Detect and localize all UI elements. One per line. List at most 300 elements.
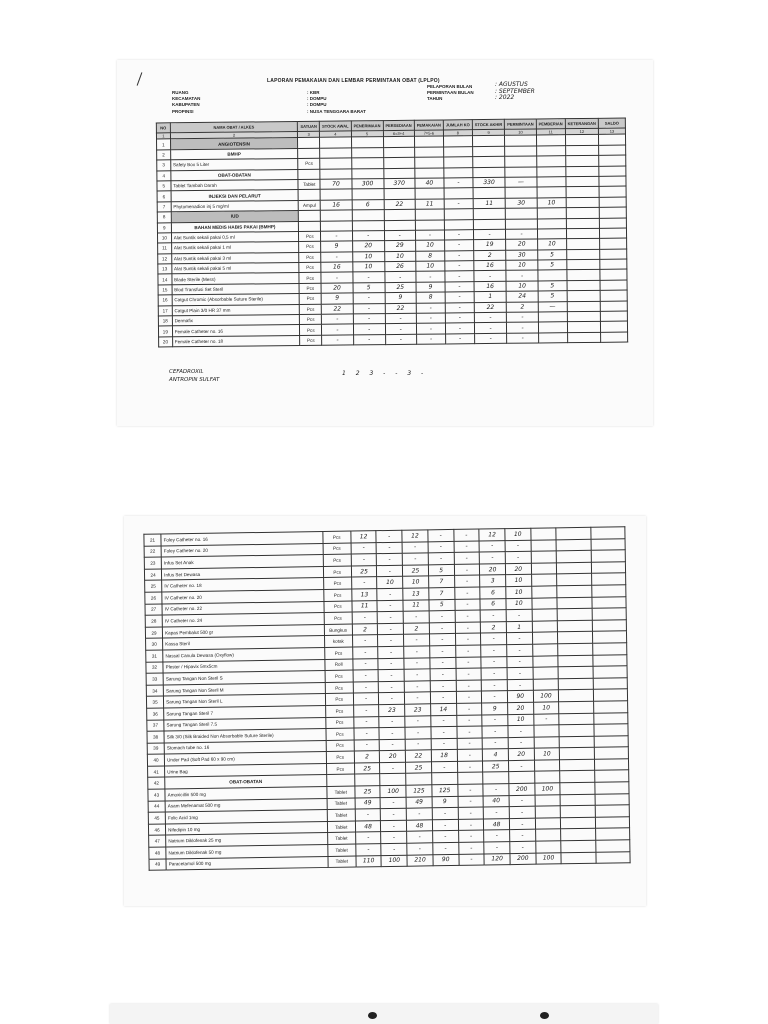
meta-value: : DOMPU: [307, 102, 327, 108]
row-number: 14: [158, 274, 172, 285]
quantity-cell: -: [321, 272, 353, 283]
item-name: Foley Catheter no. 16: [161, 531, 323, 545]
quantity-cell: [531, 551, 557, 563]
quantity-cell: -: [354, 728, 380, 740]
quantity-cell: 10: [506, 598, 532, 610]
item-unit: Pcs: [299, 262, 321, 273]
quantity-cell: -: [381, 832, 407, 844]
quantity-cell: [599, 166, 626, 177]
item-unit: Pcs: [326, 751, 354, 763]
quantity-cell: [472, 136, 505, 147]
quantity-cell: 29: [384, 241, 415, 252]
item-unit: Pcs: [323, 589, 351, 601]
item-unit: Pcs: [299, 242, 321, 253]
quantity-cell: -: [455, 633, 481, 645]
period-value: : AGUSTUS: [495, 81, 528, 88]
quantity-cell: [599, 207, 626, 218]
quantity-cell: -: [351, 542, 377, 554]
quantity-cell: -: [353, 324, 385, 335]
quantity-cell: [593, 701, 628, 713]
quantity-cell: [567, 259, 600, 270]
quantity-cell: -: [378, 658, 404, 670]
quantity-cell: 16: [474, 281, 507, 292]
quantity-cell: 10: [352, 262, 384, 273]
quantity-cell: [560, 794, 594, 806]
quantity-cell: 10: [384, 251, 415, 262]
row-number: 17: [158, 305, 172, 316]
item-unit: Tablet: [327, 832, 355, 844]
item-name: Phytomenadion inj 5 mg/ml: [171, 200, 299, 212]
quantity-cell: [567, 270, 600, 281]
quantity-cell: [473, 208, 506, 219]
quantity-cell: 23: [405, 704, 431, 716]
handwritten-note: CEFADROXIL: [169, 369, 204, 375]
item-unit: Roll: [325, 659, 353, 671]
quantity-cell: [559, 690, 593, 702]
quantity-cell: 25: [406, 762, 432, 774]
row-number: 40: [147, 754, 164, 766]
column-index: 13: [598, 128, 625, 134]
quantity-cell: [596, 851, 631, 863]
quantity-cell: [384, 189, 415, 200]
item-name: Blade Sterile (Mess): [172, 273, 300, 285]
row-number: 27: [145, 604, 162, 616]
row-number: 22: [144, 546, 161, 558]
item-name: Nifedipin 10 mg: [166, 821, 328, 835]
quantity-cell: -: [430, 657, 456, 669]
quantity-cell: -: [458, 830, 484, 842]
quantity-cell: -: [510, 830, 536, 842]
column-header: PEMBERIAN: [536, 119, 565, 130]
quantity-cell: 20: [321, 283, 353, 294]
item-name: Dermafix: [172, 315, 300, 327]
row-number: 18: [158, 316, 172, 327]
quantity-cell: -: [474, 333, 507, 344]
column-index: 5: [351, 131, 383, 137]
item-name: BMHP: [170, 148, 298, 160]
quantity-cell: 100: [381, 855, 407, 867]
quantity-cell: -: [430, 680, 456, 692]
item-name: INJEKSI DAN PELARUT: [171, 190, 299, 202]
quantity-cell: -: [377, 600, 403, 612]
meta-label: PROPINSI: [172, 108, 194, 114]
quantity-cell: -: [379, 681, 405, 693]
item-name: Urine Bag: [165, 763, 327, 777]
quantity-cell: [320, 148, 352, 159]
row-number: 1: [157, 139, 171, 150]
quantity-cell: -: [405, 739, 431, 751]
quantity-cell: [592, 608, 627, 620]
quantity-cell: -: [378, 669, 404, 681]
quantity-cell: [592, 654, 627, 666]
quantity-cell: 100: [533, 690, 559, 702]
quantity-cell: [506, 218, 537, 229]
quantity-cell: 20: [352, 241, 384, 252]
quantity-cell: -: [445, 302, 474, 313]
quantity-cell: 370: [383, 178, 414, 189]
quantity-cell: [567, 301, 600, 312]
row-number: 28: [145, 615, 162, 627]
quantity-cell: -: [445, 323, 474, 334]
quantity-cell: 100: [535, 783, 561, 795]
quantity-cell: -: [384, 230, 415, 241]
quantity-cell: 13: [352, 589, 378, 601]
quantity-cell: 10: [377, 577, 403, 589]
quantity-cell: [383, 168, 414, 179]
quantity-cell: -: [458, 807, 484, 819]
quantity-cell: 200: [509, 783, 535, 795]
quantity-cell: -: [445, 313, 474, 324]
row-number: 4: [157, 170, 171, 181]
quantity-cell: [599, 176, 626, 187]
quantity-cell: -: [429, 611, 455, 623]
quantity-cell: -: [381, 843, 407, 855]
item-name: IV Catheter no. 24: [162, 613, 324, 627]
quantity-cell: 20: [508, 748, 534, 760]
meta-label: KABUPATEN: [172, 102, 200, 108]
quantity-cell: [444, 167, 473, 178]
quantity-cell: -: [431, 761, 457, 773]
quantity-cell: -: [454, 552, 480, 564]
quantity-cell: -: [474, 323, 507, 334]
quantity-cell: [567, 322, 600, 333]
punch-hole-mark: [368, 1012, 377, 1019]
quantity-cell: -: [407, 843, 433, 855]
item-name: Sarung Tangan Non Steril L: [164, 694, 326, 708]
quantity-cell: -: [378, 611, 404, 623]
quantity-cell: [599, 197, 626, 208]
quantity-cell: [591, 550, 626, 562]
row-number: 44: [148, 801, 165, 813]
quantity-cell: -: [481, 656, 507, 668]
quantity-cell: [534, 760, 560, 772]
row-number: 3: [157, 160, 171, 171]
quantity-cell: [593, 677, 628, 689]
quantity-cell: [531, 586, 557, 598]
quantity-cell: [406, 773, 432, 785]
quantity-cell: -: [455, 622, 481, 634]
quantity-cell: 24: [506, 291, 537, 302]
quantity-cell: -: [509, 818, 535, 830]
quantity-cell: [557, 585, 591, 597]
quantity-cell: [566, 218, 599, 229]
row-number: 15: [158, 285, 172, 296]
quantity-cell: 16: [474, 260, 507, 271]
quantity-cell: [351, 147, 383, 158]
quantity-cell: 25: [385, 282, 416, 293]
quantity-cell: [557, 608, 591, 620]
quantity-cell: 10: [352, 251, 384, 262]
quantity-cell: -: [405, 715, 431, 727]
item-name: Nassal Canula Dewasa (Oxyflow): [163, 647, 325, 661]
quantity-cell: 125: [432, 784, 458, 796]
quantity-cell: [509, 772, 535, 784]
row-number: 9: [157, 222, 171, 233]
quantity-cell: [601, 332, 628, 343]
quantity-cell: [472, 146, 505, 157]
quantity-cell: [592, 631, 627, 643]
quantity-cell: [473, 219, 506, 230]
quantity-cell: [558, 643, 592, 655]
quantity-cell: [595, 828, 630, 840]
quantity-cell: [383, 137, 414, 148]
item-unit: Tablet: [298, 179, 320, 190]
column-header: SALDO: [598, 118, 625, 129]
item-name: Asam Mefenamat 500 mg: [165, 798, 327, 812]
quantity-cell: -: [510, 841, 536, 853]
quantity-cell: 22: [384, 199, 415, 210]
column-header: NO: [156, 123, 170, 134]
quantity-cell: [414, 147, 443, 158]
quantity-cell: [538, 332, 567, 343]
quantity-cell: -: [456, 715, 482, 727]
item-name: Kapas Pembalut 500 gr: [162, 624, 324, 638]
quantity-cell: 9: [321, 293, 353, 304]
quantity-cell: [531, 539, 557, 551]
item-unit: Pcs: [323, 577, 351, 589]
quantity-cell: [531, 574, 557, 586]
quantity-cell: -: [456, 691, 482, 703]
quantity-cell: 6: [480, 598, 506, 610]
quantity-cell: -: [416, 323, 445, 334]
quantity-cell: -: [431, 738, 457, 750]
quantity-cell: -: [355, 832, 381, 844]
quantity-cell: -: [533, 713, 559, 725]
quantity-cell: -: [385, 324, 416, 335]
quantity-cell: [594, 782, 629, 794]
quantity-cell: 4: [483, 749, 509, 761]
quantity-cell: [566, 187, 599, 198]
item-unit: Pcs: [299, 283, 321, 294]
row-number: 41: [148, 766, 165, 778]
quantity-cell: -: [429, 622, 455, 634]
quantity-cell: [567, 280, 600, 291]
quantity-cell: [591, 562, 626, 574]
quantity-cell: 10: [505, 528, 531, 540]
quantity-cell: -: [378, 623, 404, 635]
quantity-cell: 2: [481, 621, 507, 633]
handwritten-totals: 1 2 3 - - 3 -: [342, 370, 424, 377]
quantity-cell: -: [321, 231, 353, 242]
quantity-cell: 16: [320, 200, 352, 211]
quantity-cell: [565, 135, 598, 146]
quantity-cell: -: [381, 820, 407, 832]
quantity-cell: [351, 168, 383, 179]
quantity-cell: -: [445, 271, 474, 282]
item-unit: Pcs: [326, 740, 354, 752]
quantity-cell: -: [404, 646, 430, 658]
quantity-cell: 6: [480, 587, 506, 599]
quantity-cell: [600, 321, 627, 332]
quantity-cell: -: [455, 657, 481, 669]
quantity-cell: [565, 156, 598, 167]
quantity-cell: -: [474, 271, 507, 282]
quantity-cell: [533, 667, 559, 679]
quantity-cell: [593, 666, 628, 678]
quantity-cell: -: [428, 541, 454, 553]
quantity-cell: -: [507, 333, 538, 344]
quantity-cell: -: [454, 564, 480, 576]
quantity-cell: 25: [483, 760, 509, 772]
quantity-cell: -: [507, 644, 533, 656]
quantity-cell: 25: [354, 762, 380, 774]
quantity-cell: -: [445, 282, 474, 293]
item-name: Under Pad (Soft Pad 60 x 90 cm): [164, 752, 326, 766]
quantity-cell: 9: [385, 293, 416, 304]
quantity-cell: -: [355, 809, 381, 821]
quantity-cell: 20: [505, 563, 531, 575]
quantity-cell: -: [509, 806, 535, 818]
quantity-cell: 20: [506, 239, 537, 250]
quantity-cell: [599, 145, 626, 156]
quantity-cell: [559, 713, 593, 725]
quantity-cell: 25: [355, 786, 381, 798]
quantity-cell: 110: [356, 855, 382, 867]
item-unit: [299, 221, 321, 232]
item-name: Alat Suntik sekali pakai 5 ml: [171, 263, 299, 275]
quantity-cell: -: [484, 842, 510, 854]
quantity-cell: -: [378, 635, 404, 647]
quantity-cell: -: [457, 749, 483, 761]
item-unit: Pcs: [325, 682, 353, 694]
quantity-cell: [538, 270, 567, 281]
quantity-cell: 22: [385, 303, 416, 314]
column-index: 3: [298, 132, 320, 138]
row-number: 23: [144, 557, 161, 569]
row-number: 39: [147, 743, 164, 755]
item-name: Plester / Hipavix 5mx5cm: [163, 659, 325, 673]
quantity-cell: [592, 619, 627, 631]
meta-value: : NUSA TENGGARA BARAT: [307, 108, 366, 114]
quantity-cell: [354, 774, 380, 786]
quantity-cell: -: [455, 610, 481, 622]
quantity-cell: [593, 712, 628, 724]
quantity-cell: [533, 655, 559, 667]
quantity-cell: -: [457, 761, 483, 773]
quantity-cell: [558, 620, 592, 632]
quantity-cell: [591, 573, 626, 585]
column-header: PEMAKAIAN: [414, 120, 443, 131]
quantity-cell: -: [445, 261, 474, 272]
quantity-cell: 26: [384, 261, 415, 272]
quantity-cell: -: [481, 679, 507, 691]
quantity-cell: 13: [403, 588, 429, 600]
quantity-cell: 2: [474, 250, 507, 261]
quantity-cell: -: [402, 553, 428, 565]
quantity-cell: [538, 322, 567, 333]
quantity-cell: -: [484, 830, 510, 842]
quantity-cell: 8: [416, 292, 445, 303]
quantity-cell: [560, 771, 594, 783]
quantity-cell: 49: [355, 797, 381, 809]
meta-label: KECAMATAN: [172, 96, 201, 102]
item-unit: Tablet: [327, 821, 355, 833]
quantity-cell: 10: [537, 239, 566, 250]
quantity-cell: [473, 188, 506, 199]
quantity-cell: -: [352, 230, 384, 241]
form-meta-labels: [172, 90, 200, 115]
quantity-cell: [600, 301, 627, 312]
quantity-cell: -: [321, 252, 353, 263]
column-header: KETERANGAN: [565, 118, 598, 129]
quantity-cell: -: [429, 634, 455, 646]
quantity-cell: 120: [484, 853, 510, 865]
quantity-cell: -: [505, 551, 531, 563]
item-name: Foley Catheter no. 20: [161, 543, 323, 557]
row-number: 36: [147, 708, 164, 720]
column-index: 9: [472, 130, 505, 136]
item-unit: Pcs: [299, 252, 321, 263]
quantity-cell: 10: [416, 261, 445, 272]
quantity-cell: -: [505, 540, 531, 552]
quantity-cell: 48: [407, 820, 433, 832]
quantity-cell: [505, 167, 536, 178]
quantity-cell: [415, 168, 444, 179]
quantity-cell: -: [445, 240, 474, 251]
item-unit: Pcs: [325, 670, 353, 682]
item-name: IV Catheter no. 20: [162, 589, 324, 603]
quantity-cell: -: [415, 230, 444, 241]
quantity-cell: [599, 155, 626, 166]
item-name: IV Catheter no. 18: [162, 578, 324, 592]
quantity-cell: 48: [484, 818, 510, 830]
period-label: PELAPORAN BULAN: [427, 84, 473, 89]
quantity-cell: -: [432, 808, 458, 820]
quantity-cell: -: [456, 668, 482, 680]
quantity-cell: -: [377, 553, 403, 565]
quantity-cell: [566, 176, 599, 187]
quantity-cell: 12: [351, 531, 377, 543]
quantity-cell: -: [353, 670, 379, 682]
item-name: ANGIOTENSIN: [170, 138, 298, 150]
quantity-cell: [557, 562, 591, 574]
quantity-cell: -: [404, 657, 430, 669]
quantity-cell: -: [428, 529, 454, 541]
quantity-cell: [592, 596, 627, 608]
quantity-cell: 70: [320, 179, 352, 190]
item-unit: Pcs: [298, 158, 320, 169]
quantity-cell: [556, 539, 590, 551]
quantity-cell: -: [352, 647, 378, 659]
row-number: 7: [157, 202, 171, 213]
quantity-cell: -: [508, 760, 534, 772]
quantity-cell: [537, 208, 566, 219]
quantity-cell: 11: [352, 600, 378, 612]
quantity-cell: -: [379, 716, 405, 728]
quantity-cell: 90: [433, 854, 459, 866]
quantity-cell: [380, 774, 406, 786]
quantity-cell: -: [402, 541, 428, 553]
quantity-cell: -: [431, 727, 457, 739]
form-period-values: [495, 82, 535, 102]
quantity-cell: 14: [430, 703, 456, 715]
quantity-cell: -: [353, 658, 379, 670]
quantity-cell: [535, 818, 561, 830]
column-header: SATUAN: [298, 121, 320, 132]
quantity-cell: [320, 137, 352, 148]
row-number: 49: [149, 859, 166, 871]
quantity-cell: -: [481, 645, 507, 657]
quantity-cell: -: [506, 633, 532, 645]
quantity-cell: -: [456, 680, 482, 692]
quantity-cell: [594, 747, 629, 759]
quantity-cell: 10: [506, 260, 537, 271]
item-name: Catgut Chromic (Absorbable Suture Sterile): [172, 294, 300, 306]
quantity-cell: 20: [480, 563, 506, 575]
item-name: Kassa Steril: [163, 636, 325, 650]
quantity-cell: 10: [506, 575, 532, 587]
quantity-cell: [560, 782, 594, 794]
